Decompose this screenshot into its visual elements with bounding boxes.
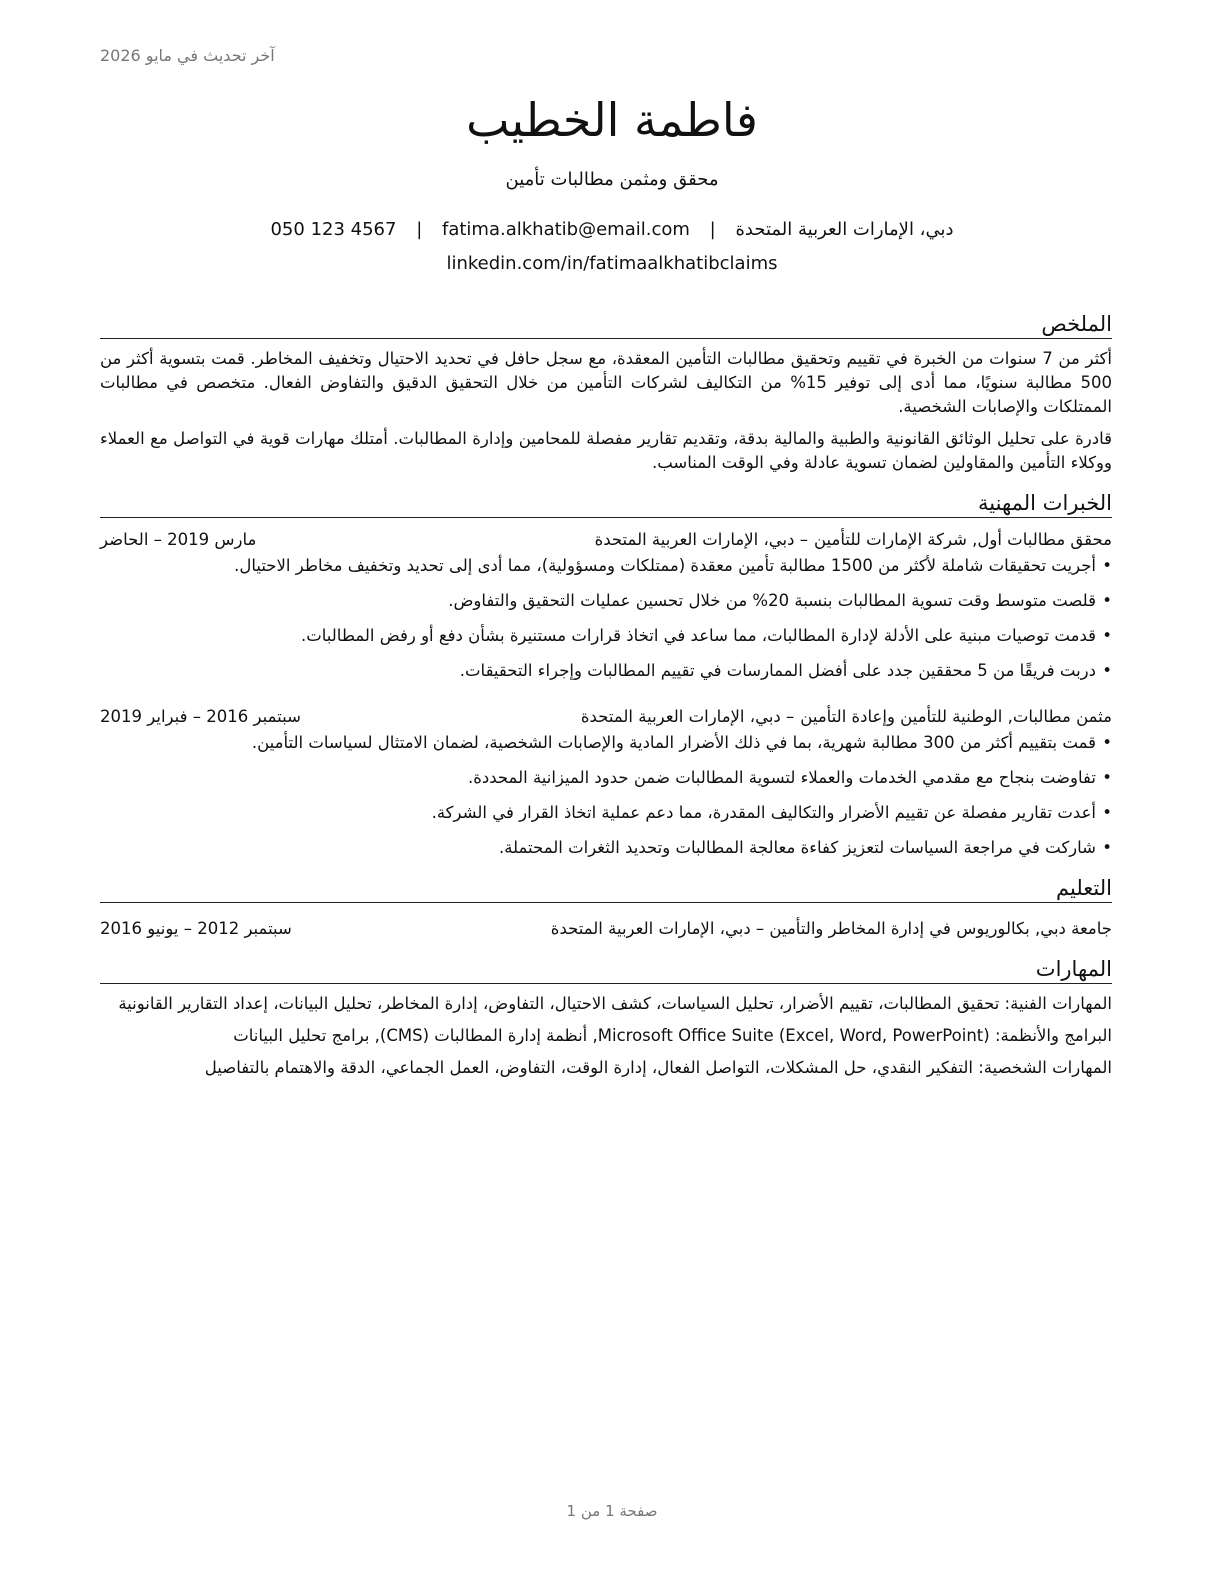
- job-role: محقق مطالبات أول, شركة الإمارات للتأمين: [813, 530, 1112, 549]
- contact-phone[interactable]: 050 123 4567: [270, 219, 397, 240]
- job-bullets: [100, 731, 1112, 860]
- job-header: [100, 528, 1112, 552]
- job-location: – دبي، الإمارات العربية المتحدة: [594, 530, 808, 549]
- skills-section: [100, 955, 1112, 1080]
- bullet-text: شاركت في مراجعة السياسات لتعزيز كفاءة معالجة المطالبات وتحديد الثغرات المحتملة.: [498, 838, 1096, 857]
- summary-section: [100, 310, 1112, 475]
- resume-header: [100, 88, 1124, 276]
- bullet-text: أجريت تحقيقات شاملة لأكثر من 1500 مطالبة تأمين معقدة (ممتلكات ومسؤولية)، مما أدى إلى تحديد وتخفيف مخاطر الاحتيال.: [234, 556, 1096, 575]
- education-dates: سبتمبر 2012 – يونيو 2016: [100, 919, 292, 938]
- bullet-text: قمت بتقييم أكثر من 300 مطالبة شهرية، بما في ذلك الأضرار المادية والإصابات الشخصية، لضمان الامتثال لسياسات التأمين.: [251, 733, 1096, 752]
- list-item: • أجريت تحقيقات شاملة لأكثر من 1500 مطالبة تأمين معقدة (ممتلكات ومسؤولية)، مما أدى إلى تحديد وتخفيف مخاطر الاحتيال.: [234, 556, 1112, 575]
- list-item: • شاركت في مراجعة السياسات لتعزيز كفاءة معالجة المطالبات وتحديد الثغرات المحتملة.: [498, 838, 1112, 857]
- education-school: جامعة دبي, بكالوريوس في إدارة المخاطر والتأمين – دبي، الإمارات العربية المتحدة: [550, 919, 1112, 938]
- job-role: مثمن مطالبات, الوطنية للتأمين وإعادة التأمين: [800, 707, 1112, 726]
- education-section: [100, 874, 1112, 941]
- last-updated-note: آخر تحديث في مايو 2026: [100, 46, 275, 65]
- resume-body: [100, 310, 1112, 1094]
- education-entry: [100, 917, 1112, 941]
- job-bullets: [100, 554, 1112, 683]
- section-heading: الملخص: [100, 310, 1112, 339]
- page-number: صفحة 1 من 1: [566, 1502, 658, 1520]
- section-heading: التعليم: [100, 874, 1112, 903]
- list-item: • قدمت توصيات مبنية على الأدلة لإدارة المطالبات، مما ساعد في اتخاذ قرارات مستنيرة بشأن دفع أو رفض المطالبات.: [300, 626, 1112, 645]
- list-item: • قمت بتقييم أكثر من 300 مطالبة شهرية، بما في ذلك الأضرار المادية والإصابات الشخصية، لضمان الامتثال لسياسات التأمين.: [251, 733, 1112, 752]
- skills-soft: المهارات الشخصية: التفكير النقدي، حل المشكلات، التواصل الفعال، إدارة الوقت، التفاوض، العمل الجماعي، الدقة والاهتمام بالتفاصيل: [204, 1058, 1112, 1077]
- skills-technical: المهارات الفنية: تحقيق المطالبات، تقييم الأضرار، تحليل السياسات، كشف الاحتيال، التفاوض، إدارة المخاطر، تحليل البيانات، إعداد التقارير القانونية: [118, 994, 1112, 1013]
- job-location: – دبي، الإمارات العربية المتحدة: [580, 707, 795, 726]
- section-heading: المهارات: [100, 955, 1112, 984]
- contact-line: [100, 218, 1124, 242]
- contact-separator: |: [416, 219, 423, 240]
- bullet-text: قلصت متوسط وقت تسوية المطالبات بنسبة 20% من خلال تحسين عمليات التحقيق والتفاوض.: [448, 591, 1096, 610]
- experience-section: [100, 489, 1112, 860]
- candidate-title: محقق ومثمن مطالبات تأمين: [505, 169, 719, 190]
- job-dates: مارس 2019 – الحاضر: [100, 530, 257, 549]
- skills-software: البرامج والأنظمة: Microsoft Office Suite (Excel, Word, PowerPoint), أنظمة إدارة المطالبات (CMS), برامج تحليل البيانات: [233, 1026, 1112, 1045]
- contact-email[interactable]: fatima.alkhatib@email.com: [442, 219, 690, 240]
- bullet-text: أعدت تقارير مفصلة عن تقييم الأضرار والتكاليف المقدرة، مما دعم عملية اتخاذ القرار في الشركة.: [431, 803, 1096, 822]
- summary-paragraph: قادرة على تحليل الوثائق القانونية والطبية والمالية بدقة، وتقديم تقارير مفصلة للمحامين وإدارة المطالبات. أمتلك مهارات قوية في التواصل مع العملاء ووكلاء التأمين والمقاولين لضمان تسوية عادلة وفي الوقت المناسب.: [100, 429, 1112, 472]
- linkedin-link[interactable]: linkedin.com/in/fatimaalkhatibclaims: [446, 253, 778, 274]
- job-entry: [100, 528, 1112, 683]
- bullet-text: دربت فريقًا من 5 محققين جدد على أفضل الممارسات في تقييم المطالبات وإجراء التحقيقات.: [459, 661, 1096, 680]
- contact-separator: |: [709, 219, 716, 240]
- job-header: [100, 705, 1112, 729]
- list-item: • تفاوضت بنجاح مع مقدمي الخدمات والعملاء لتسوية المطالبات ضمن حدود الميزانية المحددة.: [468, 768, 1112, 787]
- list-item: • قلصت متوسط وقت تسوية المطالبات بنسبة 20% من خلال تحسين عمليات التحقيق والتفاوض.: [448, 591, 1112, 610]
- bullet-text: تفاوضت بنجاح مع مقدمي الخدمات والعملاء لتسوية المطالبات ضمن حدود الميزانية المحددة.: [468, 768, 1096, 787]
- job-entry: [100, 705, 1112, 860]
- job-dates: سبتمبر 2016 – فبراير 2019: [100, 707, 301, 726]
- section-heading: الخبرات المهنية: [100, 489, 1112, 518]
- summary-paragraph: أكثر من 7 سنوات من الخبرة في تقييم وتحقيق مطالبات التأمين المعقدة، مع سجل حافل في تحديد الاحتيال وتخفيف المخاطر. قمت بتسوية أكثر من 500 مطالبة سنويًا، مما أدى إلى توفير 15% من التكاليف لشركات التأمين من خلال التحقيق الدقيق والتفاوض الفعال. متخصص في مطالبات الممتلكات والإصابات الشخصية.: [100, 349, 1112, 416]
- contact-location: دبي، الإمارات العربية المتحدة: [735, 219, 954, 240]
- candidate-name: فاطمة الخطيب: [466, 93, 758, 147]
- bullet-text: قدمت توصيات مبنية على الأدلة لإدارة المطالبات، مما ساعد في اتخاذ قرارات مستنيرة بشأن دفع أو رفض المطالبات.: [300, 626, 1096, 645]
- list-item: • أعدت تقارير مفصلة عن تقييم الأضرار والتكاليف المقدرة، مما دعم عملية اتخاذ القرار في الشركة.: [431, 803, 1112, 822]
- list-item: • دربت فريقًا من 5 محققين جدد على أفضل الممارسات في تقييم المطالبات وإجراء التحقيقات.: [459, 661, 1112, 680]
